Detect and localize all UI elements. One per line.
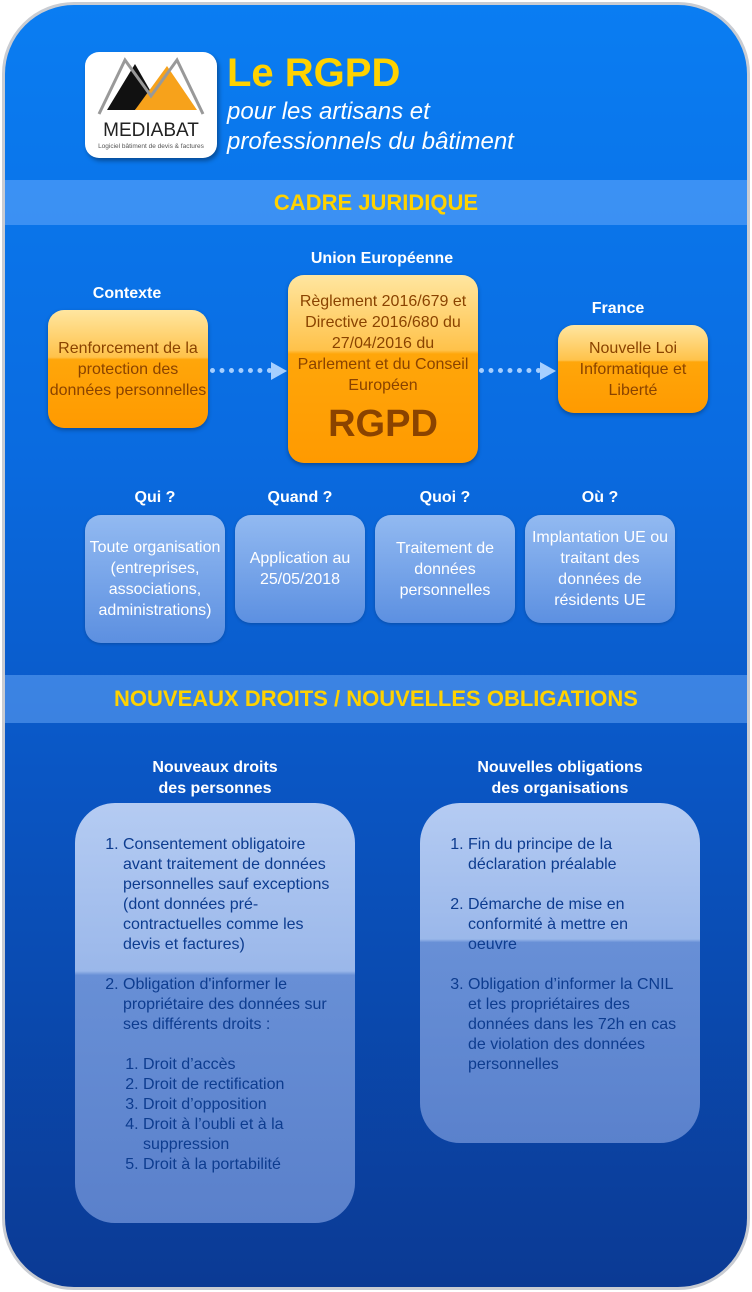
mediabat-logo (85, 52, 217, 158)
arrow-head-icon (540, 362, 556, 380)
sub-list-item: 3. Droit d’opposition (143, 1095, 335, 1115)
label-contexte: Contexte (92, 285, 162, 302)
page-title: Le RGPD (227, 51, 401, 95)
box-quand: Application au 25/05/2018 (235, 515, 365, 623)
box-contexte: Renforcement de la protection des données personnelles (48, 310, 208, 428)
heading-droits: Nouveaux droits des personnes (152, 759, 278, 797)
section-banner-droits: NOUVEAUX DROITS / NOUVELLES OBLIGATIONS (5, 675, 747, 723)
list-item: 1. Fin du principe de la déclaration préalable (468, 835, 680, 875)
arrow-head-icon (271, 362, 287, 380)
infographic-card (2, 2, 750, 1290)
svg-text:Logiciel bâtiment de devis & f: Logiciel bâtiment de devis & factures (98, 143, 204, 150)
box-obligations (420, 803, 700, 1143)
sub-list-item: 4. Droit à l’oubli et à la suppression (143, 1115, 335, 1155)
list-item: 1. Consentement obligatoire avant traitement de données personnelles sauf exceptions (dont données pré-contractuelles comme les devis et factures) (123, 835, 335, 955)
section-banner-cadre: CADRE JURIDIQUE (5, 180, 747, 225)
box-france: Nouvelle Loi Informatique et Liberté (558, 325, 708, 413)
label-france: France (591, 300, 645, 317)
sub-list-item: 2. Droit de rectification (143, 1075, 335, 1095)
label-ou: Où ? (581, 489, 619, 506)
svg-text:MEDIABAT: MEDIABAT (103, 120, 199, 141)
label-quoi: Quoi ? (419, 489, 471, 506)
sub-list-item: 5. Droit à la portabilité (143, 1155, 335, 1175)
arrow-line (479, 368, 541, 374)
label-quand: Quand ? (267, 489, 333, 506)
box-droits (75, 803, 355, 1223)
subtitle: pour les artisans et professionnels du bâtiment (227, 98, 514, 155)
label-qui: Qui ? (134, 489, 176, 506)
list-item: 3. Obligation d’informer la CNIL et les propriétaires des données dans les 72h en cas de violation des données personnelles (468, 975, 680, 1075)
box-ue: Règlement 2016/679 et Directive 2016/680 du 27/04/2016 du Parlement et du Conseil Européen RGPD (288, 275, 478, 463)
list-item: 2. Démarche de mise en conformité à mettre en oeuvre (468, 895, 680, 955)
box-qui: Toute organisation (entreprises, associations, administrations) (85, 515, 225, 643)
sub-list-item: 1. Droit d’accès (143, 1055, 335, 1075)
box-ou: Implantation UE ou traitant des données de résidents UE (525, 515, 675, 623)
arrow-line (210, 368, 272, 374)
heading-obligations: Nouvelles obligations des organisations (477, 759, 643, 797)
label-ue: Union Européenne (310, 250, 454, 267)
list-item: 2. Obligation d'informer le propriétaire des données sur ses différents droits : 1. Droit d’accès 2. Droit de rectification 3. Droit d’opposition 4. Droit à l’oubli et à la suppression 5. Droit à la portabilité (123, 975, 335, 1175)
box-quoi: Traitement de données personnelles (375, 515, 515, 623)
